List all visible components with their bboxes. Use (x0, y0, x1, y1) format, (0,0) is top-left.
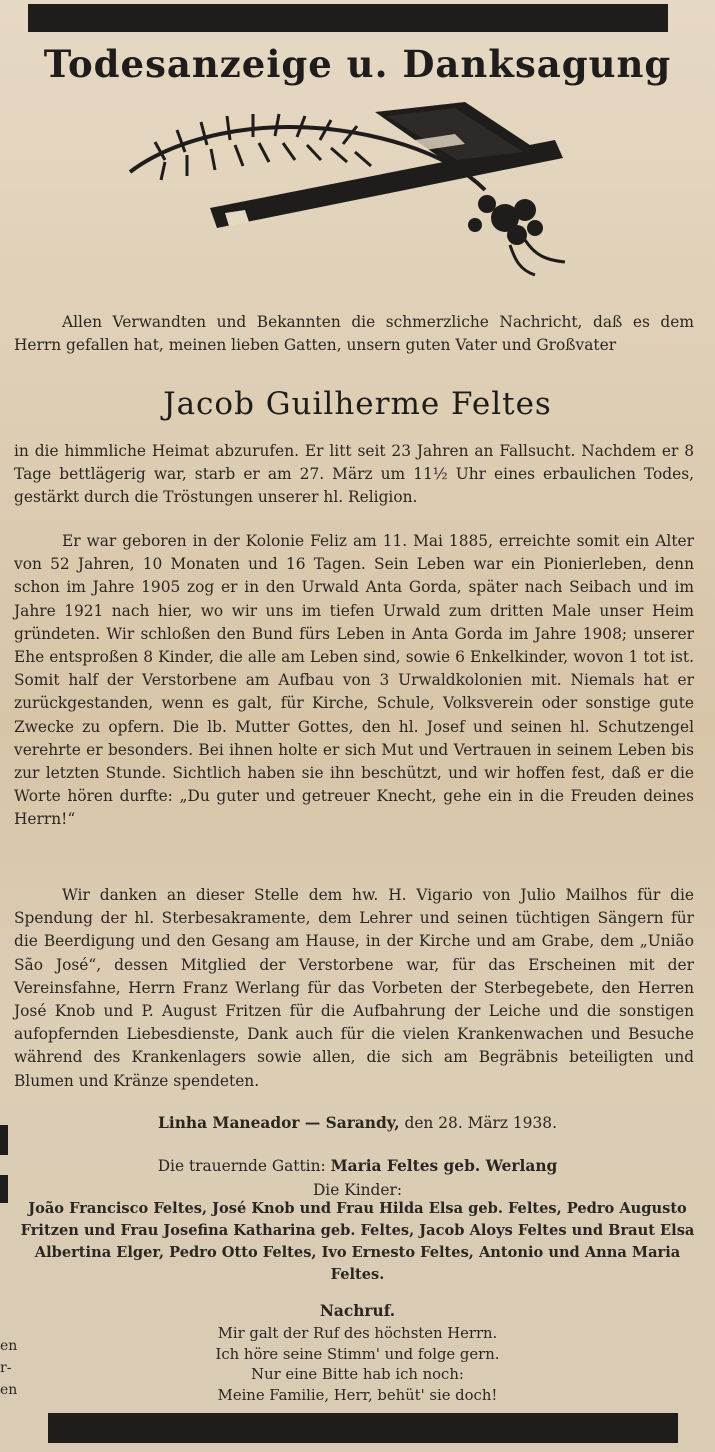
flower-bouquet-icon (468, 195, 565, 275)
edge-fragment: en (0, 1382, 18, 1398)
verse-line: Meine Familie, Herr, behüt' sie doch! (217, 1386, 498, 1404)
bottom-border-bar (48, 1413, 678, 1443)
intro-paragraph: Allen Verwandten und Bekannten die schmerzliche Nachricht, daß es dem Herrn gefallen hat, meinen lieben Gatten, unsern guten Vater und Großvater (14, 313, 694, 355)
place-date-line (10, 1112, 705, 1134)
date-text: den 28. März 1938. (404, 1114, 557, 1132)
top-border-bar (28, 4, 668, 32)
paragraph-thanks: Wir danken an dieser Stelle dem hw. H. Vigario von Julio Mailhos für die Spendung der hl. Sterbesakramente, dem Lehrer und seinen tüchtigen Sängern für die Beerdigung und den Gesang am Hause, in der Kirche und am Grabe, dem „União São José“, dessen Mitglied der Verstorbene war, für das Erscheinen mit der Vereinsfahne, Herrn Franz Werlang für das Vorbeten der Sterbegebete, den Herren José Knob und P. August Fritzen für die Aufbahrung der Leiche und die sonstigen aufopfernden Liebesdienste, Dank auch für die vielen Krankenwachen und Besuche während des Krankenlagers sowie allen, die sich am Begräbnis beteiligten und Blumen und Kränze spendeten. (14, 886, 694, 1090)
deceased-name: Jacob Guilherme Feltes (163, 386, 552, 422)
children-label: Die Kinder: (312, 1181, 403, 1199)
nachruf-title: Nachruf. (319, 1302, 396, 1320)
place-text: Linha Maneador — Sarandy, (158, 1114, 400, 1132)
children-list: João Francisco Feltes, José Knob und Frau Hilda Elsa geb. Feltes, Pedro Augusto Fritzen und Frau Josefina Katharina geb. Feltes, Jacob Aloys Feltes und Braut Elsa Albertina Elger, Pedro Otto Feltes, Ivo Ernesto Feltes, Antonio und Anna Maria Feltes. (20, 1200, 695, 1283)
edge-fragment: r- (0, 1360, 12, 1376)
nachruf-verse (10, 1324, 705, 1406)
widow-name: Maria Feltes geb. Werlang (330, 1157, 558, 1175)
left-edge-mark (0, 1125, 8, 1155)
paragraph-biography: Er war geboren in der Kolonie Feliz am 11. Mai 1885, erreichte somit ein Alter von 52 Jahren, 10 Monaten und 16 Tagen. Sein Leben war ein Pionierleben, denn schon im Jahre 1905 zog er in den Urwald Anta Gorda, später nach Seibach und im Jahre 1921 nach hier, wo wir uns im tiefen Urwald zum dritten Male unser Heim gründeten. Wir schloßen den Bund fürs Leben in Anta Gorda im Jahre 1908; unserer Ehe entsproßen 8 Kinder, die alle am Leben sind, sowie 6 Enkelkinder, wovon 1 tot ist. Somit half der Verstorbene am Aufbau von 3 Urwaldkolonien mit. Niemals hat er zurückgestanden, wenn es galt, für Kirche, Schule, Volksverein oder sonstige gute Zwecke zu opfern. Die lb. Mutter Gottes, den hl. Josef und seinen hl. Schutzengel verehrte er besonders. Bei ihnen holte er sich Mut und Vertrauen in seinem Leben bis zur letzten Stunde. Sichtlich haben sie ihn beschützt, und wir hoffen fest, daß er die Worte hören durfte: „Du guter und getreuer Knecht, gehe ein in die Freuden deines Herrn!“ (14, 532, 694, 829)
page-title: Todesanzeige u. Danksagung (43, 42, 672, 86)
left-edge-mark (0, 1175, 8, 1203)
paragraph-death-details: in die himmliche Heimat abzurufen. Er litt seit 23 Jahren an Fallsucht. Nachdem er 8 Tage bettlägerig war, starb er am 27. März um 11½ Uhr eines erbaulichen Todes, gestärkt durch die Tröstungen unserer hl. Religion. (14, 442, 694, 507)
edge-fragment: en (0, 1338, 18, 1354)
cross-palm-emblem (125, 100, 595, 280)
verse-line: Mir galt der Ruf des höchsten Herrn. (217, 1325, 498, 1342)
verse-line: Ich höre seine Stimm' und folge gern. (215, 1345, 500, 1363)
widow-label: Die trauernde Gattin: (157, 1157, 326, 1175)
verse-line: Nur eine Bitte hab ich noch: (251, 1366, 464, 1383)
widow-line (10, 1155, 705, 1177)
